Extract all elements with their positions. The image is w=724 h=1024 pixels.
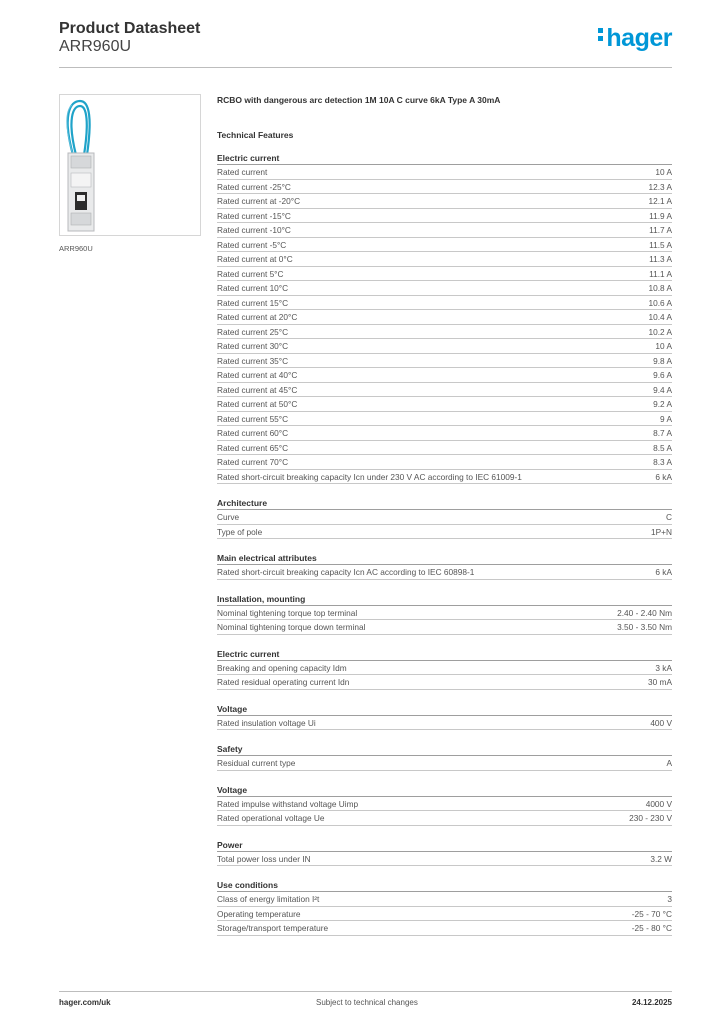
spec-value: 9 A <box>660 413 672 424</box>
spec-value: 230 - 230 V <box>629 813 672 823</box>
section-title: Voltage <box>217 703 672 716</box>
spec-label: Nominal tightening torque down terminal <box>217 622 366 632</box>
spec-value: C <box>666 512 672 522</box>
spec-value: 4000 V <box>645 798 672 809</box>
spec-row <box>217 296 672 311</box>
datasheet-content <box>217 95 672 936</box>
image-caption: ARR960U <box>59 244 93 253</box>
spec-row <box>217 223 672 238</box>
spec-row <box>217 441 672 456</box>
section-title: Architecture <box>217 497 672 510</box>
spec-section <box>217 703 672 731</box>
spec-label: Rated current 25°C <box>217 326 289 337</box>
spec-row <box>217 620 672 635</box>
spec-row <box>217 525 672 540</box>
spec-value: 3 kA <box>655 662 672 673</box>
spec-row <box>217 354 672 369</box>
spec-row <box>217 565 672 580</box>
spec-row <box>217 892 672 907</box>
spec-value: 12.3 A <box>648 181 672 192</box>
section-title: Electric current <box>217 152 672 165</box>
spec-label: Rated current 35°C <box>217 355 289 366</box>
spec-label: Rated current 70°C <box>217 457 289 467</box>
spec-value: 10.2 A <box>648 326 672 337</box>
spec-value: 11.5 A <box>649 239 672 250</box>
spec-row <box>217 921 672 936</box>
spec-value: 8.7 A <box>653 428 672 438</box>
spec-value: 11.9 A <box>649 210 672 221</box>
spec-section <box>217 593 672 635</box>
footer-divider <box>59 991 672 992</box>
section-title: Use conditions <box>217 879 672 892</box>
logo-text: hager <box>606 24 672 52</box>
spec-row <box>217 470 672 485</box>
spec-label: Rated insulation voltage Ui <box>217 717 316 728</box>
spec-label: Class of energy limitation I²t <box>217 894 320 904</box>
spec-row <box>217 325 672 340</box>
spec-value: 11.7 A <box>649 225 672 235</box>
section-title: Voltage <box>217 784 672 797</box>
spec-label: Residual current type <box>217 758 296 768</box>
spec-value: 8.3 A <box>653 457 672 467</box>
spec-section <box>217 743 672 771</box>
hager-logo <box>598 26 672 51</box>
spec-row <box>217 310 672 325</box>
spec-value: 30 mA <box>648 677 672 687</box>
spec-label: Rated current -5°C <box>217 239 287 250</box>
spec-label: Nominal tightening torque top terminal <box>217 607 358 618</box>
spec-row <box>217 661 672 676</box>
technical-features-title: Technical Features <box>217 130 294 140</box>
spec-label: Rated current 55°C <box>217 413 289 424</box>
section-title: Electric current <box>217 648 672 661</box>
spec-row <box>217 426 672 441</box>
spec-row <box>217 756 672 771</box>
spec-label: Rated current -25°C <box>217 181 291 192</box>
section-title: Power <box>217 839 672 852</box>
spec-row <box>217 194 672 209</box>
spec-label: Storage/transport temperature <box>217 923 329 933</box>
product-photo-icon <box>60 95 200 235</box>
spec-label: Rated operational voltage Ue <box>217 813 325 823</box>
spec-label: Total power loss under IN <box>217 853 311 864</box>
footer-website[interactable]: hager.com/uk <box>59 998 111 1007</box>
spec-value: 3 <box>667 894 672 904</box>
spec-value: 8.5 A <box>653 442 672 453</box>
footer-date: 24.12.2025 <box>631 998 672 1007</box>
spec-row <box>217 397 672 412</box>
spec-section <box>217 497 672 539</box>
spec-section <box>217 648 672 690</box>
page-title: Product Datasheet <box>59 20 201 37</box>
spec-row <box>217 267 672 282</box>
product-image <box>59 94 201 236</box>
spec-row <box>217 510 672 525</box>
spec-section <box>217 784 672 826</box>
spec-row <box>217 165 672 180</box>
spec-sections <box>217 152 672 936</box>
spec-label: Rated current 10°C <box>217 283 289 293</box>
spec-value: A <box>666 758 672 768</box>
spec-label: Rated current -10°C <box>217 225 291 235</box>
spec-value: 10 A <box>655 167 672 177</box>
spec-label: Rated residual operating current Idn <box>217 677 350 687</box>
spec-label: Rated current 60°C <box>217 428 289 438</box>
spec-label: Rated current <box>217 167 268 177</box>
spec-value: 10.8 A <box>648 283 672 293</box>
spec-row <box>217 716 672 731</box>
section-title: Safety <box>217 743 672 756</box>
spec-value: 2.40 - 2.40 Nm <box>617 607 672 618</box>
spec-label: Rated current -15°C <box>217 210 291 221</box>
spec-row <box>217 907 672 922</box>
spec-value: 10.4 A <box>648 312 672 322</box>
spec-label: Type of pole <box>217 526 263 537</box>
spec-row <box>217 252 672 267</box>
spec-row <box>217 238 672 253</box>
spec-row <box>217 281 672 296</box>
spec-value: -25 - 70 °C <box>631 908 672 919</box>
spec-row <box>217 675 672 690</box>
spec-row <box>217 209 672 224</box>
spec-row <box>217 368 672 383</box>
spec-value: 3.50 - 3.50 Nm <box>617 622 672 632</box>
spec-value: 6 kA <box>655 567 672 577</box>
spec-row <box>217 811 672 826</box>
spec-value: 9.4 A <box>653 384 672 395</box>
spec-row <box>217 412 672 427</box>
spec-label: Rated current 65°C <box>217 442 289 453</box>
spec-label: Rated current at 0°C <box>217 254 293 264</box>
spec-section <box>217 879 672 936</box>
spec-value: 400 V <box>650 717 672 728</box>
spec-value: 1P+N <box>651 526 672 537</box>
spec-label: Rated current at 40°C <box>217 370 298 380</box>
spec-row <box>217 339 672 354</box>
spec-value: 6 kA <box>655 471 672 482</box>
header-divider <box>59 67 672 68</box>
spec-row <box>217 797 672 812</box>
spec-label: Curve <box>217 512 240 522</box>
spec-label: Rated short-circuit breaking capacity Icn under 230 V AC according to IEC 61009-1 <box>217 471 522 482</box>
logo-dots-icon <box>598 25 604 44</box>
spec-label: Rated current at -20°C <box>217 196 301 206</box>
spec-section <box>217 152 672 484</box>
spec-section <box>217 839 672 867</box>
spec-label: Rated impulse withstand voltage Uimp <box>217 798 359 809</box>
spec-label: Rated current 15°C <box>217 297 289 308</box>
spec-row <box>217 383 672 398</box>
footer-notice: Subject to technical changes <box>316 998 418 1007</box>
spec-label: Rated current at 45°C <box>217 384 298 395</box>
product-code: ARR960U <box>59 38 132 55</box>
spec-value: -25 - 80 °C <box>631 923 672 933</box>
spec-label: Operating temperature <box>217 908 301 919</box>
spec-value: 3.2 W <box>650 853 672 864</box>
spec-value: 9.6 A <box>653 370 672 380</box>
section-title: Main electrical attributes <box>217 552 672 565</box>
spec-section <box>217 552 672 580</box>
spec-value: 10 A <box>655 341 672 351</box>
product-description: RCBO with dangerous arc detection 1M 10A C curve 6kA Type A 30mA <box>217 95 501 105</box>
spec-label: Rated current at 20°C <box>217 312 298 322</box>
spec-value: 11.1 A <box>649 268 672 279</box>
spec-row <box>217 455 672 470</box>
spec-label: Rated short-circuit breaking capacity Icn AC according to IEC 60898-1 <box>217 567 475 577</box>
spec-label: Rated current 5°C <box>217 268 284 279</box>
section-title: Installation, mounting <box>217 593 672 606</box>
spec-row <box>217 606 672 621</box>
spec-value: 9.2 A <box>653 399 672 409</box>
spec-value: 12.1 A <box>648 196 672 206</box>
spec-row <box>217 180 672 195</box>
spec-row <box>217 852 672 867</box>
spec-label: Rated current at 50°C <box>217 399 298 409</box>
spec-value: 10.6 A <box>648 297 672 308</box>
spec-label: Rated current 30°C <box>217 341 289 351</box>
spec-value: 11.3 A <box>649 254 672 264</box>
spec-label: Breaking and opening capacity Idm <box>217 662 347 673</box>
spec-value: 9.8 A <box>653 355 672 366</box>
